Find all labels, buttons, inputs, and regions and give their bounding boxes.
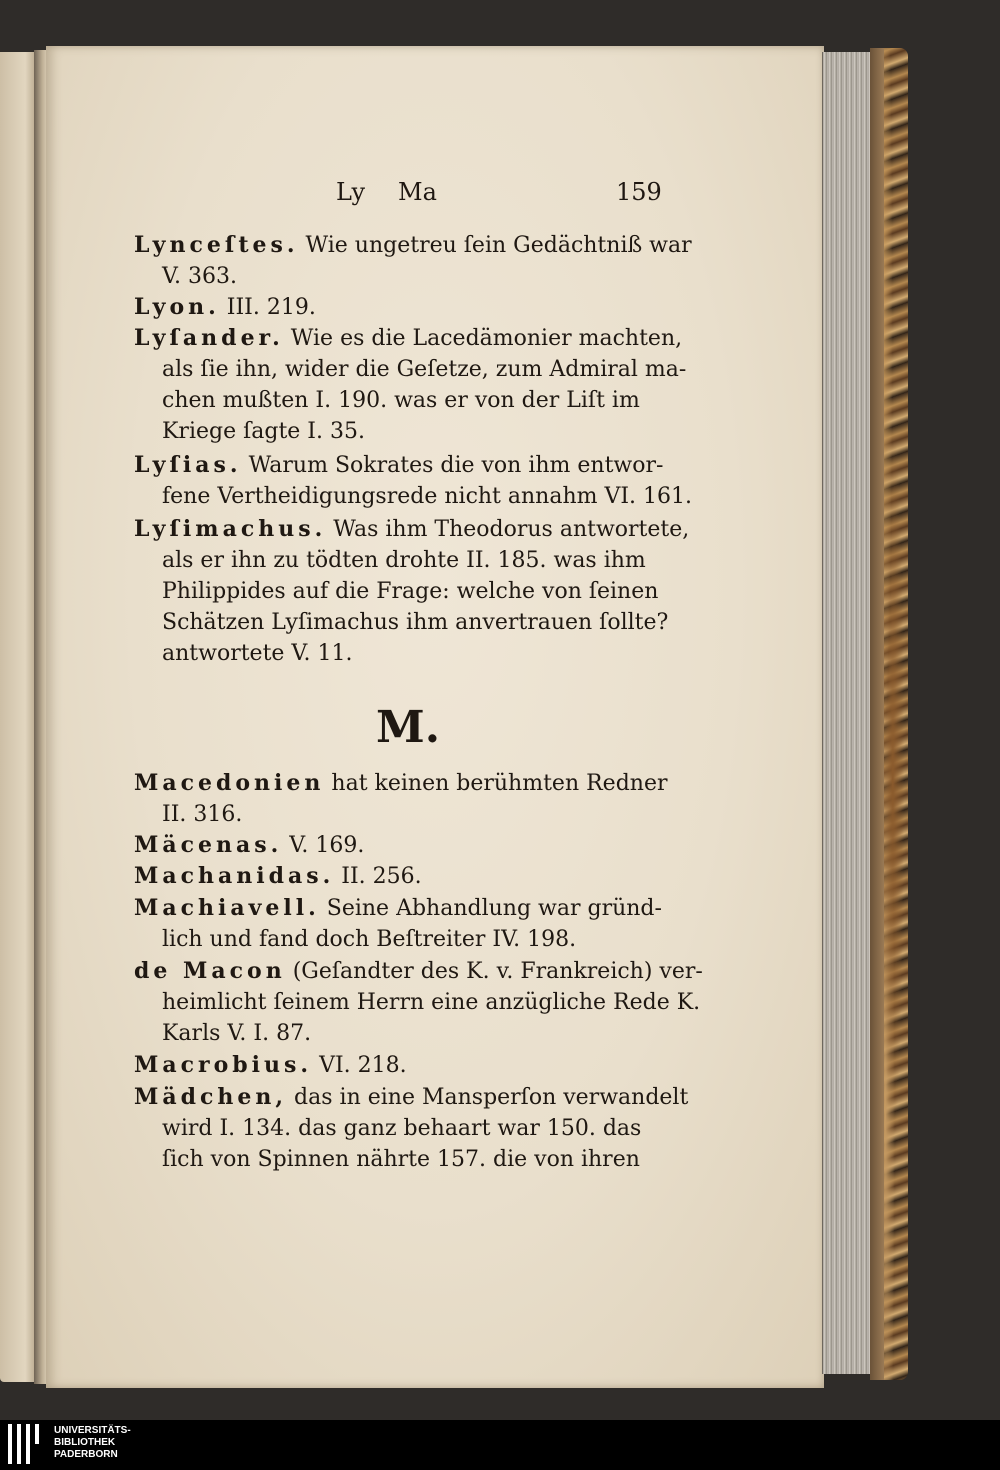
entry-lyncestes <box>134 230 692 292</box>
entry-lemma: Macedonien <box>134 770 325 796</box>
entry-text: Wie ungetreu ſein Gedächtniß war <box>305 233 692 258</box>
entry-text: antwortete V. 11. <box>162 641 353 666</box>
entry-text: das in eine Mansperſon verwandelt <box>294 1085 689 1110</box>
entry-text: als ſie ihn, wider die Geſetze, zum Admiral ma- <box>162 357 687 382</box>
entry-text: (Geſandter des K. v. Frankreich) ver- <box>292 959 703 984</box>
cover-edge <box>870 48 884 1380</box>
entry-text: Philippides auf die Frage: welche von ſeinen <box>162 579 659 604</box>
entry-text: VI. 218. <box>319 1053 407 1078</box>
entry-text: ſich von Spinnen nährte 157. die von ihren <box>162 1147 640 1172</box>
entry-maecenas <box>134 830 674 861</box>
entry-text: als er ihn zu tödten drohte II. 185. was ihm <box>162 548 646 573</box>
entry-lysias <box>134 450 693 512</box>
entry-maedchen <box>134 1082 689 1175</box>
logo-line: UNIVERSITÄTS- <box>54 1425 131 1436</box>
entry-text: Was ihm Theodorus antwortete, <box>333 517 690 542</box>
section-letter: M. <box>376 702 441 753</box>
entry-lemma: Mäcenas. <box>134 832 283 858</box>
entry-text: Schätzen Lyſimachus ihm anvertrauen ſollte? <box>162 610 669 635</box>
entry-lyon <box>134 292 674 323</box>
entry-text: V. 169. <box>289 833 365 858</box>
page-edges <box>822 52 873 1374</box>
entry-macedonien <box>134 768 674 830</box>
entry-text: II. 316. <box>162 802 243 827</box>
entry-lemma: Lyſimachus. <box>134 516 327 542</box>
entry-text: Karls V. I. 87. <box>162 1021 312 1046</box>
entry-lysimachus <box>134 514 690 669</box>
left-page-edge <box>0 52 36 1382</box>
entry-lemma: de Macon <box>134 958 286 984</box>
running-head-left: Ly <box>336 178 366 206</box>
entry-lemma: Lyſander. <box>134 325 284 351</box>
page-number: 159 <box>616 178 662 206</box>
entry-text: lich und fand doch Beſtreiter IV. 198. <box>162 927 577 952</box>
library-logo-icon <box>8 1424 48 1464</box>
entry-text: heimlicht ſeinem Herrn eine anzügliche Rede K. <box>162 990 701 1015</box>
running-head-right: Ma <box>398 178 437 206</box>
logo-line: PADERBORN <box>54 1449 118 1460</box>
entry-text: Kriege ſagte I. 35. <box>162 419 365 444</box>
entry-text: Warum Sokrates die von ihm entwor- <box>248 453 664 478</box>
entry-machiavell <box>134 893 674 955</box>
entry-lemma: Lyon. <box>134 294 220 320</box>
entry-de-macon <box>134 956 703 1049</box>
entry-machanidas <box>134 861 674 892</box>
entry-lemma: Lyſias. <box>134 452 242 478</box>
entry-text: Wie es die Lacedämonier machten, <box>290 326 683 351</box>
entry-text: hat keinen berühmten Redner <box>331 771 668 796</box>
entry-lemma: Machanidas. <box>134 863 335 889</box>
logo-line: BIBLIOTHEK <box>54 1437 116 1448</box>
entry-lemma: Machiavell. <box>134 895 320 921</box>
entry-text: V. 363. <box>162 264 238 289</box>
entry-macrobius <box>134 1050 674 1081</box>
entry-lysander <box>134 323 687 447</box>
entry-lemma: Mädchen, <box>134 1084 288 1110</box>
entry-lemma: Macrobius. <box>134 1052 313 1078</box>
footer-bar <box>0 1420 1000 1470</box>
entry-text: fene Vertheidigungsrede nicht annahm VI. 161. <box>162 484 693 509</box>
library-logo-text <box>54 1425 131 1461</box>
entry-text: Seine Abhandlung war gründ- <box>326 896 662 921</box>
entry-text: wird I. 134. das ganz behaart war 150. das <box>162 1116 642 1141</box>
entry-lemma: Lynceſtes. <box>134 232 299 258</box>
entry-text: III. 219. <box>226 295 316 320</box>
entry-text: chen mußten I. 190. was er von der Liſt im <box>162 388 640 413</box>
entry-text: II. 256. <box>341 864 422 889</box>
